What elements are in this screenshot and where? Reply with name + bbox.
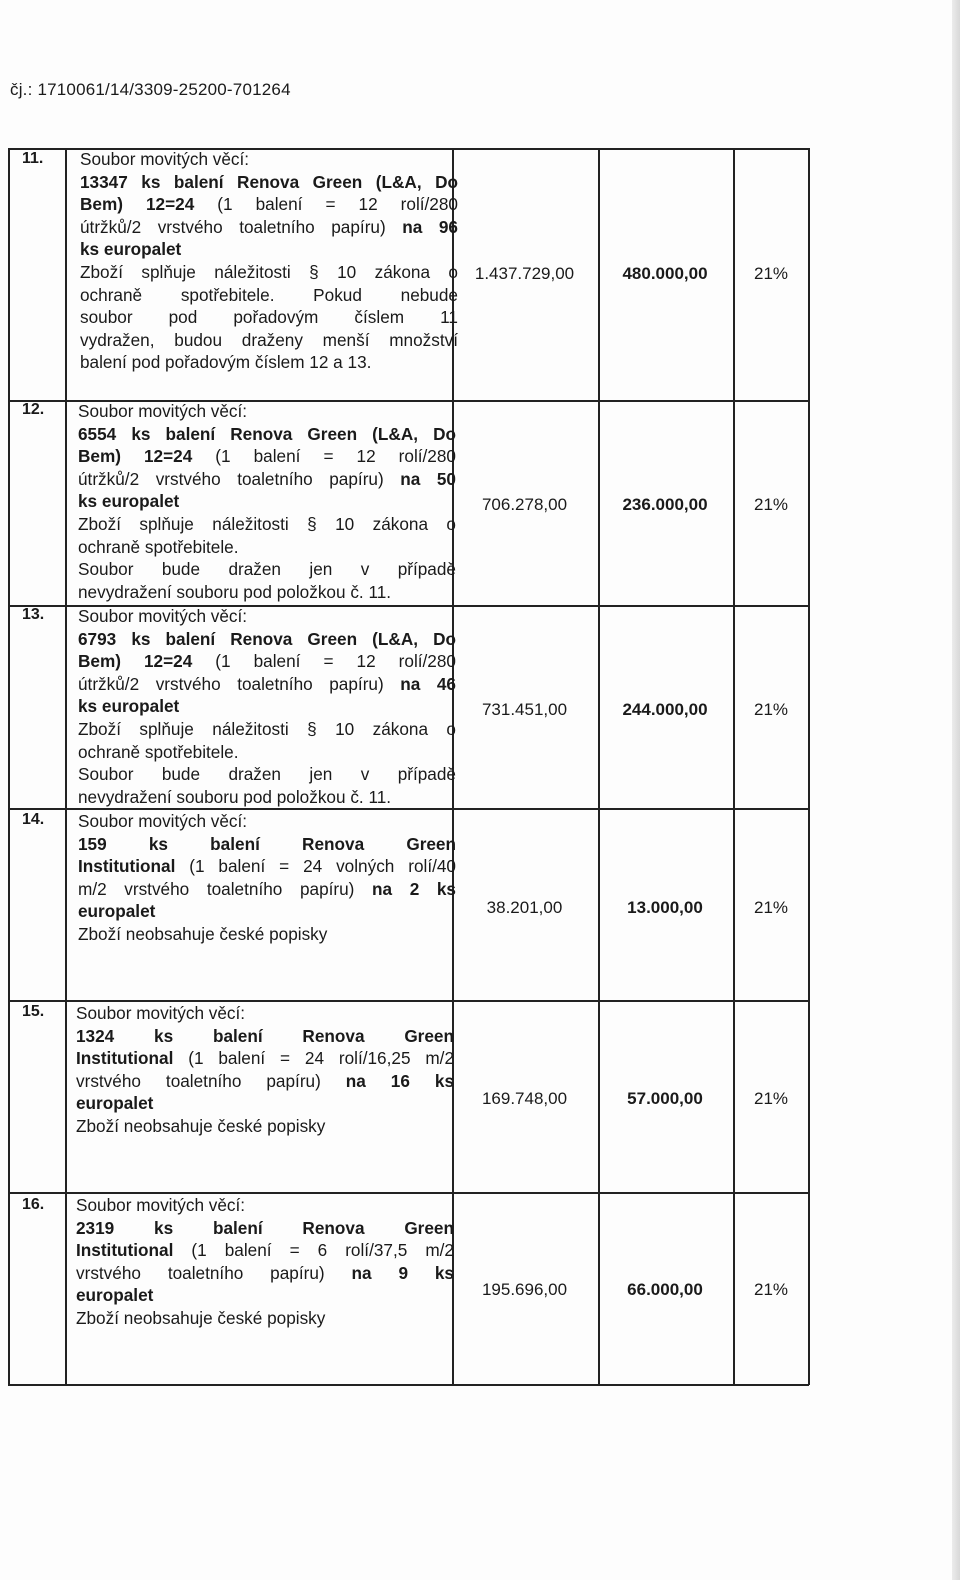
description-line: Institutional (1 balení = 6 rolí/37,5 m/2 (76, 1240, 454, 1261)
page-edge (952, 0, 960, 1580)
description-line: Zboží splňuje náležitosti § 10 zákona o (78, 718, 456, 739)
row-description (78, 400, 456, 603)
description-line: Soubor bude dražen jen v případě (78, 764, 456, 785)
description-line: Soubor bude dražen jen v případě (78, 559, 456, 580)
description-line: ochraně spotřebitele. (78, 741, 239, 762)
value-vat: 21% (753, 898, 789, 917)
value-bid: 66.000,00 (627, 1280, 703, 1299)
description-line: vrstvého toaletního papíru) na 16 ks (76, 1070, 455, 1091)
description-line: europalet (78, 901, 156, 922)
description-line: Soubor movitých věcí: (78, 811, 248, 831)
description-line: Soubor movitých věcí: (80, 149, 250, 169)
description-line: útržků/2 vrstvého toaletního papíru) na 50 (78, 468, 456, 489)
row-number: 12. (22, 401, 45, 418)
description-line: vrstvého toaletního papíru) na 9 ks (76, 1262, 454, 1283)
description-line: ochraně spotřebitele. (78, 536, 239, 557)
description-line: 2319 ks balení Renova Green (76, 1217, 454, 1238)
description-line: 13347 ks balení Renova Green (L&A, Do (80, 171, 458, 192)
description-line: nevydražení souboru pod položkou č. 11. (78, 786, 392, 807)
description-line: 159 ks balení Renova Green (78, 833, 456, 854)
description-line: Bem) 12=24 (1 balení = 12 rolí/280 (78, 651, 456, 672)
value-vat: 21% (753, 495, 789, 514)
value-bid: 480.000,00 (622, 264, 708, 283)
row-number: 13. (22, 606, 45, 623)
value-price: 1.437.729,00 (474, 264, 575, 283)
description-line: Soubor movitých věcí: (76, 1195, 246, 1215)
row-description (80, 148, 458, 374)
row-description (76, 1002, 454, 1138)
value-bid: 57.000,00 (627, 1089, 703, 1108)
description-line: 6554 ks balení Renova Green (L&A, Do (78, 423, 456, 444)
row-description (76, 1194, 454, 1330)
description-line: ks europalet (78, 696, 180, 717)
value-price: 706.278,00 (481, 495, 568, 514)
description-line: europalet (76, 1093, 154, 1114)
row-number: 16. (22, 1196, 45, 1213)
value-bid: 244.000,00 (622, 700, 708, 719)
description-line: útržků/2 vrstvého toaletního papíru) na 96 (80, 216, 458, 237)
value-vat: 21% (753, 264, 789, 283)
description-line: 1324 ks balení Renova Green (76, 1025, 454, 1046)
description-line: balení pod pořadovým číslem 12 a 13. (80, 352, 372, 373)
description-line: Institutional (1 balení = 24 volných rolí/40 (78, 856, 456, 877)
description-line: Soubor movitých věcí: (76, 1003, 246, 1023)
reference-number: čj.: 1710061/14/3309-25200-701264 (10, 80, 291, 99)
description-line: ks europalet (80, 239, 182, 260)
description-line: vydražen, budou draženy menší množství (80, 329, 458, 350)
value-price: 731.451,00 (481, 700, 568, 719)
description-line: Soubor movitých věcí: (78, 606, 248, 626)
description-line: Zboží splňuje náležitosti § 10 zákona o (78, 513, 456, 534)
description-line: ks europalet (78, 491, 180, 512)
row-number: 11. (22, 150, 44, 167)
description-line: Zboží neobsahuje české popisky (78, 923, 328, 944)
row-number: 15. (22, 1003, 45, 1020)
value-bid: 13.000,00 (627, 898, 703, 917)
description-line: Bem) 12=24 (1 balení = 12 rolí/280 (78, 446, 456, 467)
row-description (78, 605, 456, 808)
description-line: ochraně spotřebitele. Pokud nebude (80, 284, 458, 305)
description-line: europalet (76, 1285, 154, 1306)
description-line: m/2 vrstvého toaletního papíru) na 2 ks (78, 878, 456, 899)
value-price: 38.201,00 (486, 898, 563, 917)
description-line: nevydražení souboru pod položkou č. 11. (78, 581, 392, 602)
description-line: útržků/2 vrstvého toaletního papíru) na 46 (78, 673, 456, 694)
description-line: Zboží neobsahuje české popisky (76, 1115, 326, 1136)
description-line: 6793 ks balení Renova Green (L&A, Do (78, 628, 456, 649)
row-description (78, 810, 456, 946)
value-vat: 21% (753, 1089, 789, 1108)
value-price: 195.696,00 (481, 1280, 568, 1299)
value-bid: 236.000,00 (622, 495, 708, 514)
value-price: 169.748,00 (481, 1089, 568, 1108)
description-line: Zboží splňuje náležitosti § 10 zákona o (80, 261, 458, 282)
description-line: soubor pod pořadovým číslem 11 (80, 307, 458, 328)
value-vat: 21% (753, 1280, 789, 1299)
description-line: Institutional (1 balení = 24 rolí/16,25 m/2 (76, 1048, 454, 1069)
description-line: Zboží neobsahuje české popisky (76, 1307, 326, 1328)
description-line: Soubor movitých věcí: (78, 401, 248, 421)
description-line: Bem) 12=24 (1 balení = 12 rolí/280 (80, 194, 458, 215)
row-number: 14. (22, 811, 45, 828)
value-vat: 21% (753, 700, 789, 719)
